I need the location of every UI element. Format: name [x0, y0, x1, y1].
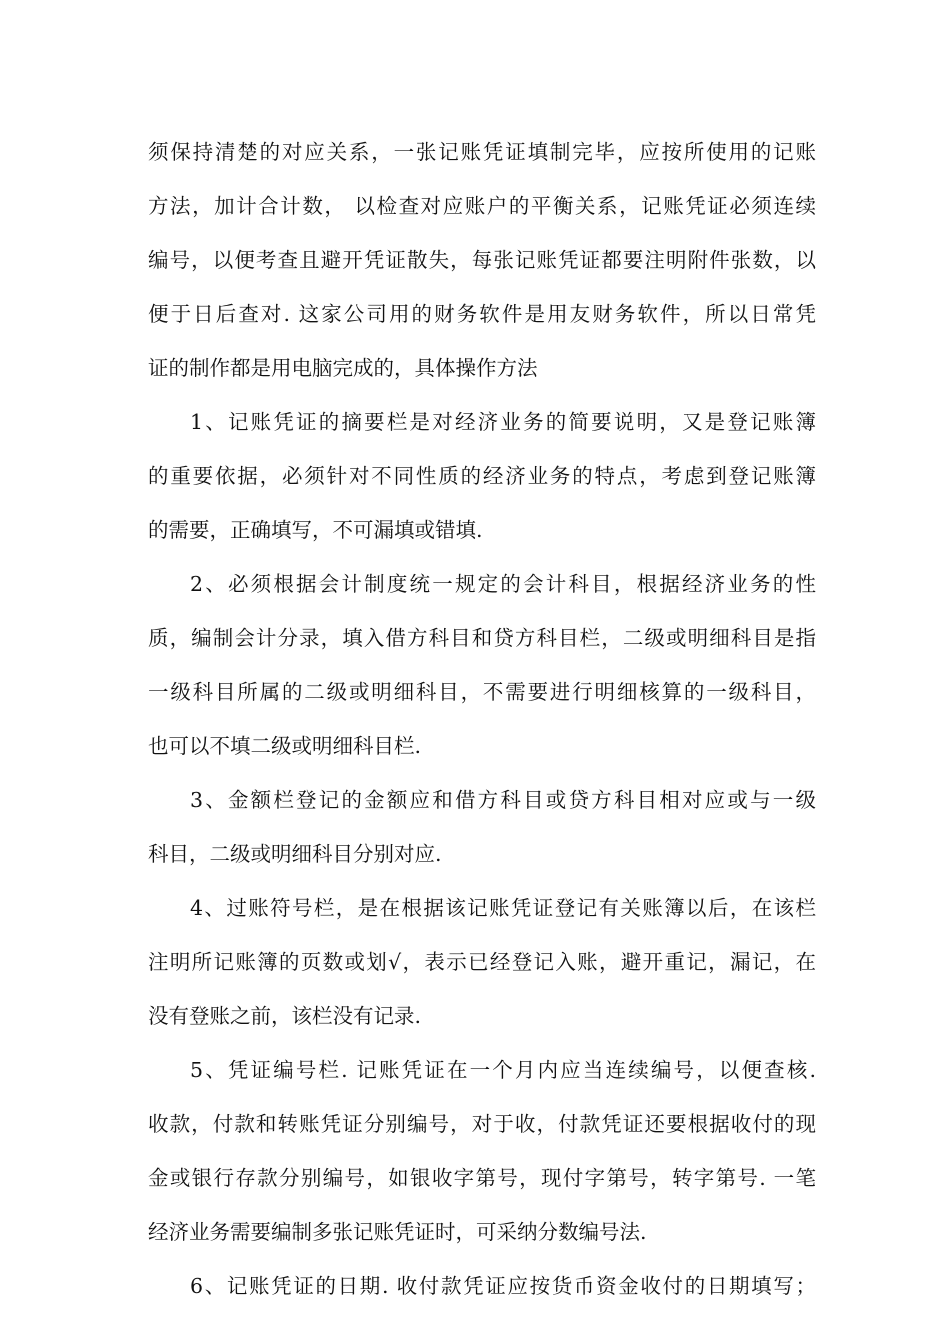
text-line: 金或银行存款分别编号，如银收字第号，现付字第号，转字第号. 一笔 — [148, 1166, 816, 1190]
text-line: 注明所记账簿的页数或划√，表示已经登记入账，避开重记，漏记，在 — [148, 950, 816, 974]
text-line: 没有登账之前，该栏没有记录. — [148, 1004, 422, 1028]
text-line: 编号，以便考查且避开凭证散失，每张记账凭证都要注明附件张数，以 — [148, 248, 816, 272]
text-line: 的重要依据，必须针对不同性质的经济业务的特点，考虑到登记账簿 — [148, 464, 816, 488]
text-line: 1、记账凭证的摘要栏是对经济业务的简要说明，又是登记账簿 — [190, 410, 816, 434]
text-line: 须保持清楚的对应关系，一张记账凭证填制完毕，应按所使用的记账 — [148, 140, 816, 164]
document-body — [148, 125, 816, 1313]
text-line: 便于日后查对. 这家公司用的财务软件是用友财务软件，所以日常凭 — [148, 302, 816, 326]
text-line: 方法，加计合计数， 以检查对应账户的平衡关系，记账凭证必须连续 — [148, 194, 816, 218]
text-line: 5、凭证编号栏. 记账凭证在一个月内应当连续编号，以便查核. — [190, 1058, 816, 1082]
text-line: 一级科目所属的二级或明细科目，不需要进行明细核算的一级科目， — [148, 680, 816, 704]
text-line: 质，编制会计分录，填入借方科目和贷方科目栏，二级或明细科目是指 — [148, 626, 816, 650]
text-line: 6、记账凭证的日期. 收付款凭证应按货币资金收付的日期填写； — [190, 1274, 816, 1298]
text-line: 3、金额栏登记的金额应和借方科目或贷方科目相对应或与一级 — [190, 788, 816, 812]
text-line: 证的制作都是用电脑完成的，具体操作方法 — [148, 356, 538, 380]
text-line: 经济业务需要编制多张记账凭证时，可采纳分数编号法. — [148, 1220, 647, 1244]
text-line: 也可以不填二级或明细科目栏. — [148, 734, 422, 758]
text-line: 科目，二级或明细科目分别对应. — [148, 842, 442, 866]
text-line: 4、过账符号栏，是在根据该记账凭证登记有关账簿以后，在该栏 — [190, 896, 816, 920]
text-line: 的需要，正确填写，不可漏填或错填. — [148, 518, 483, 542]
text-line: 收款，付款和转账凭证分别编号，对于收，付款凭证还要根据收付的现 — [148, 1112, 816, 1136]
text-line: 2、必须根据会计制度统一规定的会计科目，根据经济业务的性 — [190, 572, 816, 596]
